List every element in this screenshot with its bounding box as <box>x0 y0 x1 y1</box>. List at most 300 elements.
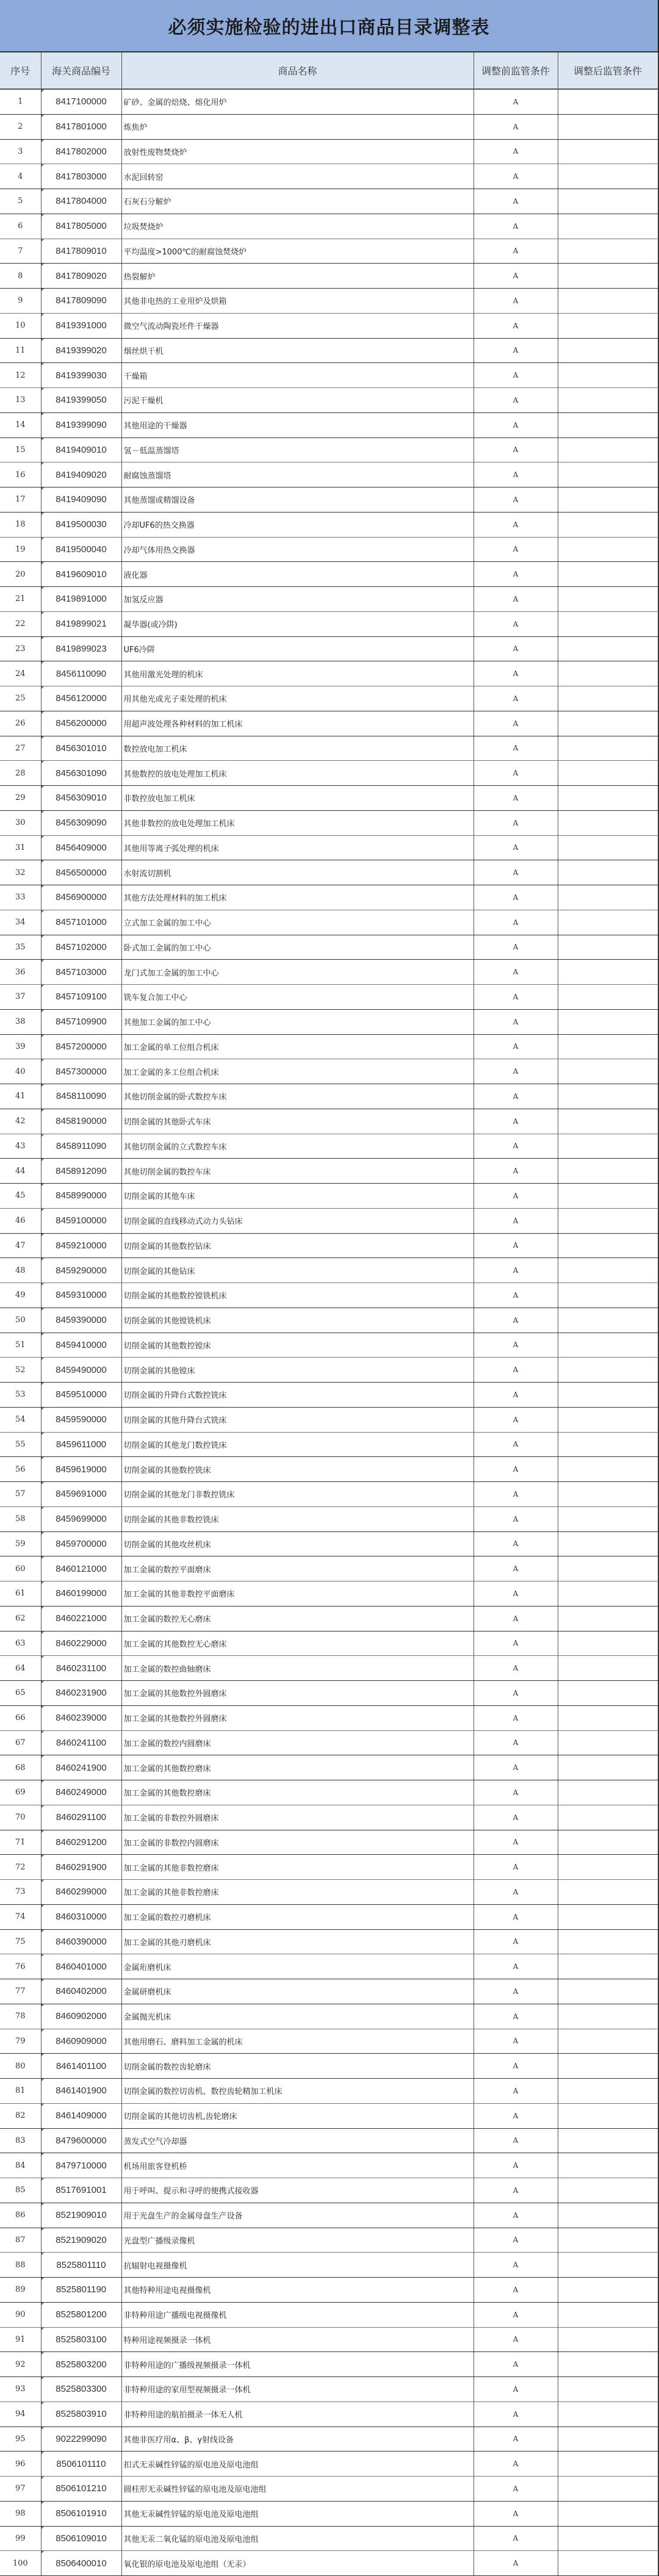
after-condition-cell[interactable] <box>558 1830 658 1855</box>
after-condition-cell[interactable] <box>558 2501 658 2526</box>
code-cell[interactable]: 8506109010 <box>41 2526 121 2551</box>
name-cell[interactable]: 耐腐蚀蒸馏塔 <box>121 462 474 487</box>
name-cell[interactable]: 切削金属的其他钻床 <box>121 1258 474 1283</box>
code-cell[interactable]: 8506400010 <box>41 2551 121 2576</box>
after-condition-cell[interactable] <box>558 1208 658 1233</box>
seq-cell[interactable]: 36 <box>0 960 41 985</box>
code-cell[interactable]: 8417100000 <box>41 89 121 114</box>
before-condition-cell[interactable]: A <box>474 214 558 239</box>
seq-cell[interactable]: 65 <box>0 1681 41 1706</box>
code-cell[interactable]: 8460229000 <box>41 1631 121 1656</box>
name-cell[interactable]: 光盘型广播级录像机 <box>121 2228 474 2253</box>
name-cell[interactable]: 加工金属的数控平面磨床 <box>121 1556 474 1581</box>
code-cell[interactable]: 8458110090 <box>41 1084 121 1109</box>
name-cell[interactable]: 切削金属的其他数控镗铣机床 <box>121 1283 474 1308</box>
code-cell[interactable]: 8458912090 <box>41 1159 121 1184</box>
after-condition-cell[interactable] <box>558 214 658 239</box>
seq-cell[interactable]: 1 <box>0 89 41 114</box>
seq-cell[interactable]: 77 <box>0 1979 41 2004</box>
after-condition-cell[interactable] <box>558 2526 658 2551</box>
seq-cell[interactable]: 9 <box>0 289 41 314</box>
name-cell[interactable]: 切削金属的其他升降台式铣床 <box>121 1407 474 1432</box>
after-condition-cell[interactable] <box>558 1233 658 1258</box>
code-cell[interactable]: 8460299000 <box>41 1880 121 1905</box>
code-cell[interactable]: 8517691001 <box>41 2178 121 2203</box>
name-cell[interactable]: 其他数控的放电处理加工机床 <box>121 761 474 786</box>
before-condition-cell[interactable]: A <box>474 164 558 189</box>
before-condition-cell[interactable]: A <box>474 1059 558 1084</box>
before-condition-cell[interactable]: A <box>474 1929 558 1954</box>
column-header-after[interactable]: 调整后监管条件 <box>558 52 658 89</box>
seq-cell[interactable]: 19 <box>0 537 41 562</box>
seq-cell[interactable]: 8 <box>0 264 41 289</box>
seq-cell[interactable]: 67 <box>0 1730 41 1755</box>
column-header-before[interactable]: 调整前监管条件 <box>474 52 558 89</box>
code-cell[interactable]: 8457103000 <box>41 960 121 985</box>
name-cell[interactable]: 扣式无汞碱性锌锰的原电池及原电池组 <box>121 2452 474 2477</box>
before-condition-cell[interactable]: A <box>474 611 558 636</box>
before-condition-cell[interactable]: A <box>474 1184 558 1209</box>
after-condition-cell[interactable] <box>558 1084 658 1109</box>
name-cell[interactable]: 冷却UF6的热交换器 <box>121 512 474 537</box>
after-condition-cell[interactable] <box>558 1358 658 1383</box>
after-condition-cell[interactable] <box>558 1805 658 1830</box>
after-condition-cell[interactable] <box>558 711 658 736</box>
after-condition-cell[interactable] <box>558 1904 658 1929</box>
code-cell[interactable]: 8456309090 <box>41 810 121 835</box>
before-condition-cell[interactable]: A <box>474 1258 558 1283</box>
before-condition-cell[interactable]: A <box>474 2153 558 2178</box>
name-cell[interactable]: 切削金属的其他车床 <box>121 1184 474 1209</box>
name-cell[interactable]: 加工金属的其他数控外圆磨床 <box>121 1681 474 1706</box>
seq-cell[interactable]: 49 <box>0 1283 41 1308</box>
name-cell[interactable]: 加工金属的单工位组合机床 <box>121 1034 474 1059</box>
seq-cell[interactable]: 44 <box>0 1159 41 1184</box>
seq-cell[interactable]: 12 <box>0 363 41 388</box>
before-condition-cell[interactable]: A <box>474 636 558 661</box>
seq-cell[interactable]: 53 <box>0 1383 41 1408</box>
code-cell[interactable]: 8419899023 <box>41 636 121 661</box>
before-condition-cell[interactable]: A <box>474 239 558 264</box>
before-condition-cell[interactable]: A <box>474 2103 558 2128</box>
name-cell[interactable]: 加工金属的其他刃磨机床 <box>121 1929 474 1954</box>
code-cell[interactable]: 8419891000 <box>41 587 121 612</box>
seq-cell[interactable]: 15 <box>0 437 41 462</box>
seq-cell[interactable]: 41 <box>0 1084 41 1109</box>
before-condition-cell[interactable]: A <box>474 1805 558 1830</box>
name-cell[interactable]: 加工金属的其他非数控磨床 <box>121 1880 474 1905</box>
seq-cell[interactable]: 63 <box>0 1631 41 1656</box>
name-cell[interactable]: 微空气流动陶瓷坯件干燥器 <box>121 313 474 338</box>
name-cell[interactable]: 水射流切割机 <box>121 860 474 885</box>
after-condition-cell[interactable] <box>558 1730 658 1755</box>
seq-cell[interactable]: 69 <box>0 1780 41 1805</box>
seq-cell[interactable]: 95 <box>0 2427 41 2452</box>
code-cell[interactable]: 8521909010 <box>41 2203 121 2228</box>
after-condition-cell[interactable] <box>558 985 658 1010</box>
after-condition-cell[interactable] <box>558 1880 658 1905</box>
code-cell[interactable]: 8459210000 <box>41 1233 121 1258</box>
code-cell[interactable]: 8461409000 <box>41 2103 121 2128</box>
code-cell[interactable]: 8460390000 <box>41 1929 121 1954</box>
after-condition-cell[interactable] <box>558 1009 658 1034</box>
after-condition-cell[interactable] <box>558 1258 658 1283</box>
name-cell[interactable]: 加工金属的数控无心磨床 <box>121 1606 474 1631</box>
seq-cell[interactable]: 75 <box>0 1929 41 1954</box>
code-cell[interactable]: 8459699000 <box>41 1506 121 1531</box>
after-condition-cell[interactable] <box>558 1432 658 1457</box>
seq-cell[interactable]: 79 <box>0 2029 41 2054</box>
after-condition-cell[interactable] <box>558 2128 658 2153</box>
code-cell[interactable]: 8525801190 <box>41 2278 121 2303</box>
after-condition-cell[interactable] <box>558 636 658 661</box>
code-cell[interactable]: 8456200000 <box>41 711 121 736</box>
code-cell[interactable]: 8417801000 <box>41 114 121 139</box>
code-cell[interactable]: 8457109100 <box>41 985 121 1010</box>
seq-cell[interactable]: 18 <box>0 512 41 537</box>
code-cell[interactable]: 8461401100 <box>41 2054 121 2079</box>
name-cell[interactable]: 冷却气体用热交换器 <box>121 537 474 562</box>
column-header-name[interactable]: 商品名称 <box>121 52 474 89</box>
after-condition-cell[interactable] <box>558 487 658 513</box>
before-condition-cell[interactable]: A <box>474 1954 558 1979</box>
code-cell[interactable]: 8460401000 <box>41 1954 121 1979</box>
name-cell[interactable]: 加工金属的其他非数控平面磨床 <box>121 1581 474 1606</box>
name-cell[interactable]: 非数控放电加工机床 <box>121 786 474 811</box>
seq-cell[interactable]: 94 <box>0 2402 41 2427</box>
name-cell[interactable]: 其他用激光处理的机床 <box>121 661 474 686</box>
seq-cell[interactable]: 3 <box>0 139 41 164</box>
after-condition-cell[interactable] <box>558 1581 658 1606</box>
code-cell[interactable]: 8460241900 <box>41 1755 121 1780</box>
before-condition-cell[interactable]: A <box>474 1383 558 1408</box>
after-condition-cell[interactable] <box>558 2452 658 2477</box>
code-cell[interactable]: 8479710000 <box>41 2153 121 2178</box>
code-cell[interactable]: 8460291100 <box>41 1805 121 1830</box>
name-cell[interactable]: 加工金属的非数控内圆磨床 <box>121 1830 474 1855</box>
name-cell[interactable]: 切削金属的升降台式数控铣床 <box>121 1383 474 1408</box>
name-cell[interactable]: 抗辐射电视摄像机 <box>121 2253 474 2278</box>
code-cell[interactable]: 8459619000 <box>41 1457 121 1482</box>
before-condition-cell[interactable]: A <box>474 2029 558 2054</box>
after-condition-cell[interactable] <box>558 810 658 835</box>
seq-cell[interactable]: 27 <box>0 736 41 761</box>
after-condition-cell[interactable] <box>558 935 658 960</box>
code-cell[interactable]: 8460121000 <box>41 1556 121 1581</box>
seq-cell[interactable]: 56 <box>0 1457 41 1482</box>
before-condition-cell[interactable]: A <box>474 2377 558 2402</box>
name-cell[interactable]: 金属珩磨机床 <box>121 1954 474 1979</box>
name-cell[interactable]: 加工金属的数控刃磨机床 <box>121 1904 474 1929</box>
code-cell[interactable]: 8457101000 <box>41 910 121 935</box>
name-cell[interactable]: 非特种用途的家用型视频摄录一体机 <box>121 2377 474 2402</box>
before-condition-cell[interactable]: A <box>474 2477 558 2502</box>
before-condition-cell[interactable]: A <box>474 2402 558 2427</box>
before-condition-cell[interactable]: A <box>474 1631 558 1656</box>
seq-cell[interactable]: 33 <box>0 885 41 910</box>
after-condition-cell[interactable] <box>558 1034 658 1059</box>
before-condition-cell[interactable]: A <box>474 1880 558 1905</box>
name-cell[interactable]: 金属研磨机床 <box>121 1979 474 2004</box>
name-cell[interactable]: 数控放电加工机床 <box>121 736 474 761</box>
after-condition-cell[interactable] <box>558 1705 658 1730</box>
name-cell[interactable]: 氢－低温蒸馏塔 <box>121 437 474 462</box>
seq-cell[interactable]: 73 <box>0 1880 41 1905</box>
name-cell[interactable]: 铣车复合加工中心 <box>121 985 474 1010</box>
before-condition-cell[interactable]: A <box>474 2178 558 2203</box>
seq-cell[interactable]: 39 <box>0 1034 41 1059</box>
before-condition-cell[interactable]: A <box>474 1855 558 1880</box>
code-cell[interactable]: 8506101210 <box>41 2477 121 2502</box>
after-condition-cell[interactable] <box>558 2004 658 2029</box>
code-cell[interactable]: 8460291200 <box>41 1830 121 1855</box>
name-cell[interactable]: 其他非数控的放电处理加工机床 <box>121 810 474 835</box>
name-cell[interactable]: 烟丝烘干机 <box>121 338 474 363</box>
seq-cell[interactable]: 47 <box>0 1233 41 1258</box>
code-cell[interactable]: 8417809090 <box>41 289 121 314</box>
name-cell[interactable]: 蒸发式空气冷却器 <box>121 2128 474 2153</box>
seq-cell[interactable]: 28 <box>0 761 41 786</box>
before-condition-cell[interactable]: A <box>474 189 558 214</box>
seq-cell[interactable]: 81 <box>0 2079 41 2104</box>
code-cell[interactable]: 8458911090 <box>41 1134 121 1159</box>
after-condition-cell[interactable] <box>558 2327 658 2352</box>
code-cell[interactable]: 8459310000 <box>41 1283 121 1308</box>
seq-cell[interactable]: 86 <box>0 2203 41 2228</box>
seq-cell[interactable]: 30 <box>0 810 41 835</box>
code-cell[interactable]: 8525803300 <box>41 2377 121 2402</box>
name-cell[interactable]: 其他非电热的工业用炉及烘箱 <box>121 289 474 314</box>
name-cell[interactable]: 圆柱形无汞碱性锌锰的原电池及原电池组 <box>121 2477 474 2502</box>
code-cell[interactable]: 8460310000 <box>41 1904 121 1929</box>
seq-cell[interactable]: 22 <box>0 611 41 636</box>
code-cell[interactable]: 8521909020 <box>41 2228 121 2253</box>
before-condition-cell[interactable]: A <box>474 661 558 686</box>
name-cell[interactable]: 其他用途的干燥器 <box>121 412 474 437</box>
after-condition-cell[interactable] <box>558 89 658 114</box>
name-cell[interactable]: 用于呼叫、提示和寻呼的便携式接收器 <box>121 2178 474 2203</box>
seq-cell[interactable]: 84 <box>0 2153 41 2178</box>
code-cell[interactable]: 8460909000 <box>41 2029 121 2054</box>
after-condition-cell[interactable] <box>558 1407 658 1432</box>
seq-cell[interactable]: 34 <box>0 910 41 935</box>
code-cell[interactable]: 8506101910 <box>41 2501 121 2526</box>
before-condition-cell[interactable]: A <box>474 860 558 885</box>
before-condition-cell[interactable]: A <box>474 686 558 711</box>
name-cell[interactable]: 其他切削金属的数控车床 <box>121 1159 474 1184</box>
seq-cell[interactable]: 97 <box>0 2477 41 2502</box>
before-condition-cell[interactable]: A <box>474 1556 558 1581</box>
after-condition-cell[interactable] <box>558 1855 658 1880</box>
name-cell[interactable]: 其他无汞二氧化锰的原电池及原电池组 <box>121 2526 474 2551</box>
code-cell[interactable]: 8457102000 <box>41 935 121 960</box>
after-condition-cell[interactable] <box>558 2427 658 2452</box>
before-condition-cell[interactable]: A <box>474 1009 558 1034</box>
before-condition-cell[interactable]: A <box>474 835 558 860</box>
before-condition-cell[interactable]: A <box>474 487 558 513</box>
name-cell[interactable]: 卧式加工金属的加工中心 <box>121 935 474 960</box>
seq-cell[interactable]: 45 <box>0 1184 41 1209</box>
seq-cell[interactable]: 96 <box>0 2452 41 2477</box>
code-cell[interactable]: 8459611000 <box>41 1432 121 1457</box>
name-cell[interactable]: 加工金属的多工位组合机床 <box>121 1059 474 1084</box>
seq-cell[interactable]: 31 <box>0 835 41 860</box>
name-cell[interactable]: 加工金属的数控曲轴磨床 <box>121 1656 474 1681</box>
before-condition-cell[interactable]: A <box>474 960 558 985</box>
after-condition-cell[interactable] <box>558 537 658 562</box>
seq-cell[interactable]: 76 <box>0 1954 41 1979</box>
name-cell[interactable]: 水泥回转窑 <box>121 164 474 189</box>
seq-cell[interactable]: 89 <box>0 2278 41 2303</box>
seq-cell[interactable]: 99 <box>0 2526 41 2551</box>
seq-cell[interactable]: 32 <box>0 860 41 885</box>
seq-cell[interactable]: 17 <box>0 487 41 513</box>
name-cell[interactable]: 切削金属的其他数控铣床 <box>121 1457 474 1482</box>
after-condition-cell[interactable] <box>558 437 658 462</box>
seq-cell[interactable]: 57 <box>0 1482 41 1507</box>
code-cell[interactable]: 8456301090 <box>41 761 121 786</box>
code-cell[interactable]: 8419500040 <box>41 537 121 562</box>
before-condition-cell[interactable]: A <box>474 2501 558 2526</box>
seq-cell[interactable]: 13 <box>0 388 41 413</box>
before-condition-cell[interactable]: A <box>474 2004 558 2029</box>
seq-cell[interactable]: 82 <box>0 2103 41 2128</box>
seq-cell[interactable]: 38 <box>0 1009 41 1034</box>
before-condition-cell[interactable]: A <box>474 587 558 612</box>
seq-cell[interactable]: 55 <box>0 1432 41 1457</box>
name-cell[interactable]: 非特种用途的广播级视频摄录一体机 <box>121 2352 474 2377</box>
code-cell[interactable]: 8417804000 <box>41 189 121 214</box>
code-cell[interactable]: 8525801110 <box>41 2253 121 2278</box>
before-condition-cell[interactable]: A <box>474 1755 558 1780</box>
after-condition-cell[interactable] <box>558 761 658 786</box>
code-cell[interactable]: 8419399050 <box>41 388 121 413</box>
after-condition-cell[interactable] <box>558 2278 658 2303</box>
code-cell[interactable]: 8417803000 <box>41 164 121 189</box>
code-cell[interactable]: 8506101110 <box>41 2452 121 2477</box>
before-condition-cell[interactable]: A <box>474 1506 558 1531</box>
name-cell[interactable]: 切削金属的其他龙门数控铣床 <box>121 1432 474 1457</box>
code-cell[interactable]: 8459290000 <box>41 1258 121 1283</box>
after-condition-cell[interactable] <box>558 736 658 761</box>
code-cell[interactable]: 8419399090 <box>41 412 121 437</box>
after-condition-cell[interactable] <box>558 835 658 860</box>
seq-cell[interactable]: 92 <box>0 2352 41 2377</box>
before-condition-cell[interactable]: A <box>474 1979 558 2004</box>
after-condition-cell[interactable] <box>558 1531 658 1556</box>
name-cell[interactable]: 矿砂、金属的焙烧、熔化用炉 <box>121 89 474 114</box>
code-cell[interactable]: 8525803100 <box>41 2327 121 2352</box>
name-cell[interactable]: 氧化银的原电池及原电池组（无汞） <box>121 2551 474 2576</box>
after-condition-cell[interactable] <box>558 1109 658 1134</box>
code-cell[interactable]: 8458190000 <box>41 1109 121 1134</box>
before-condition-cell[interactable]: A <box>474 2452 558 2477</box>
after-condition-cell[interactable] <box>558 363 658 388</box>
after-condition-cell[interactable] <box>558 114 658 139</box>
after-condition-cell[interactable] <box>558 1482 658 1507</box>
seq-cell[interactable]: 7 <box>0 239 41 264</box>
name-cell[interactable]: 其他特种用途电视摄像机 <box>121 2278 474 2303</box>
name-cell[interactable]: 干燥箱 <box>121 363 474 388</box>
column-header-code[interactable]: 海关商品编号 <box>41 52 121 89</box>
seq-cell[interactable]: 87 <box>0 2228 41 2253</box>
code-cell[interactable]: 8419409020 <box>41 462 121 487</box>
after-condition-cell[interactable] <box>558 2029 658 2054</box>
name-cell[interactable]: 其他蒸馏或精馏设备 <box>121 487 474 513</box>
after-condition-cell[interactable] <box>558 189 658 214</box>
after-condition-cell[interactable] <box>558 239 658 264</box>
code-cell[interactable]: 8419899021 <box>41 611 121 636</box>
code-cell[interactable]: 8460291900 <box>41 1855 121 1880</box>
after-condition-cell[interactable] <box>558 2253 658 2278</box>
before-condition-cell[interactable]: A <box>474 985 558 1010</box>
after-condition-cell[interactable] <box>558 264 658 289</box>
name-cell[interactable]: 平均温度>1000℃的耐腐蚀焚烧炉 <box>121 239 474 264</box>
code-cell[interactable]: 8459410000 <box>41 1333 121 1358</box>
code-cell[interactable]: 8459590000 <box>41 1407 121 1432</box>
after-condition-cell[interactable] <box>558 2103 658 2128</box>
after-condition-cell[interactable] <box>558 1184 658 1209</box>
before-condition-cell[interactable]: A <box>474 2526 558 2551</box>
before-condition-cell[interactable]: A <box>474 810 558 835</box>
before-condition-cell[interactable]: A <box>474 1482 558 1507</box>
name-cell[interactable]: 切削金属的数控切齿机、数控齿轮精加工机床 <box>121 2079 474 2104</box>
after-condition-cell[interactable] <box>558 2352 658 2377</box>
name-cell[interactable]: 放射性废物焚烧炉 <box>121 139 474 164</box>
before-condition-cell[interactable]: A <box>474 1730 558 1755</box>
code-cell[interactable]: 8417809020 <box>41 264 121 289</box>
code-cell[interactable]: 8460239000 <box>41 1705 121 1730</box>
before-condition-cell[interactable]: A <box>474 462 558 487</box>
name-cell[interactable]: 金属抛光机床 <box>121 2004 474 2029</box>
seq-cell[interactable]: 48 <box>0 1258 41 1283</box>
before-condition-cell[interactable]: A <box>474 89 558 114</box>
seq-cell[interactable]: 52 <box>0 1358 41 1383</box>
before-condition-cell[interactable]: A <box>474 786 558 811</box>
code-cell[interactable]: 8419409010 <box>41 437 121 462</box>
name-cell[interactable]: 切削金属的其他非数控铣床 <box>121 1506 474 1531</box>
code-cell[interactable]: 8460231900 <box>41 1681 121 1706</box>
seq-cell[interactable]: 88 <box>0 2253 41 2278</box>
seq-cell[interactable]: 80 <box>0 2054 41 2079</box>
after-condition-cell[interactable] <box>558 587 658 612</box>
before-condition-cell[interactable]: A <box>474 338 558 363</box>
name-cell[interactable]: 加工金属的其他数控磨床 <box>121 1755 474 1780</box>
name-cell[interactable]: 切削金属的其他卧式车床 <box>121 1109 474 1134</box>
seq-cell[interactable]: 25 <box>0 686 41 711</box>
after-condition-cell[interactable] <box>558 1656 658 1681</box>
after-condition-cell[interactable] <box>558 2477 658 2502</box>
after-condition-cell[interactable] <box>558 1333 658 1358</box>
name-cell[interactable]: 垃圾焚烧炉 <box>121 214 474 239</box>
name-cell[interactable]: 热裂解炉 <box>121 264 474 289</box>
seq-cell[interactable]: 74 <box>0 1904 41 1929</box>
name-cell[interactable]: 炼焦炉 <box>121 114 474 139</box>
code-cell[interactable]: 9022299090 <box>41 2427 121 2452</box>
before-condition-cell[interactable]: A <box>474 1432 558 1457</box>
after-condition-cell[interactable] <box>558 462 658 487</box>
code-cell[interactable]: 8460231100 <box>41 1656 121 1681</box>
before-condition-cell[interactable]: A <box>474 1830 558 1855</box>
code-cell[interactable]: 8419409090 <box>41 487 121 513</box>
name-cell[interactable]: 加氢反应器 <box>121 587 474 612</box>
before-condition-cell[interactable]: A <box>474 2228 558 2253</box>
after-condition-cell[interactable] <box>558 2377 658 2402</box>
seq-cell[interactable]: 42 <box>0 1109 41 1134</box>
code-cell[interactable]: 8525803910 <box>41 2402 121 2427</box>
name-cell[interactable]: 石灰石分解炉 <box>121 189 474 214</box>
code-cell[interactable]: 8458990000 <box>41 1184 121 1209</box>
